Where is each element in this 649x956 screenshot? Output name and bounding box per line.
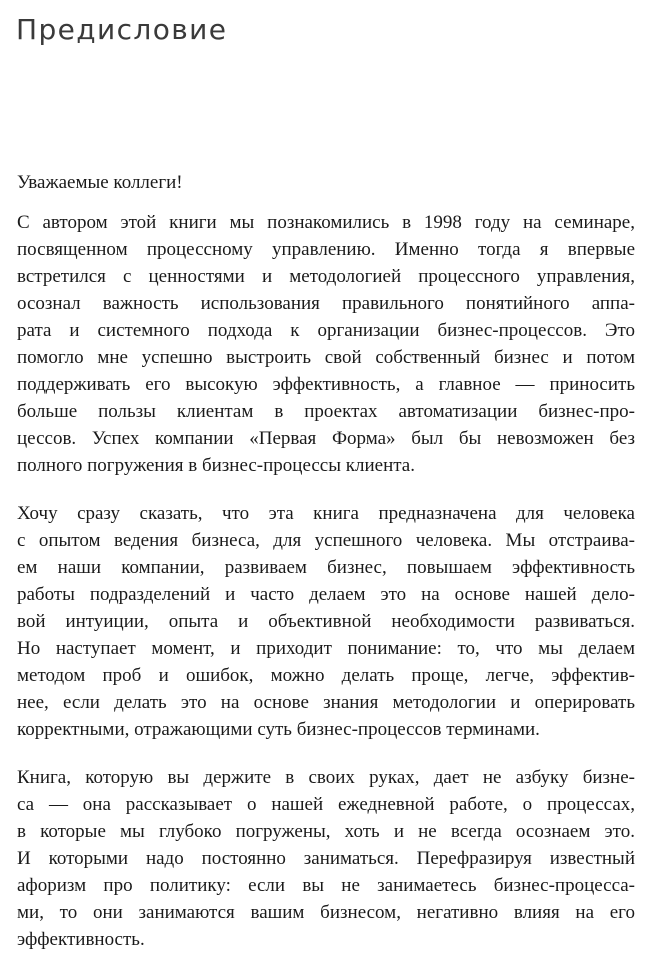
text-line: С автором этой книги мы познакомились в 1998 году на семинаре, [17, 212, 635, 233]
text-line: посвященном процессному управлению. Именно тогда я впервые [17, 239, 635, 260]
salutation-line: Уважаемые коллеги! [17, 172, 183, 193]
text-line: корректными, отражающими суть бизнес-процессов терминами. [17, 719, 540, 740]
text-line: И которыми надо постоянно заниматься. Перефразируя известный [17, 848, 635, 869]
preface-text [17, 169, 635, 953]
text-line: методом проб и ошибок, можно делать проще, легче, эффектив- [17, 665, 635, 686]
paragraph-2 [17, 500, 635, 743]
text-line: полного погружения в бизнес-процессы клиента. [17, 455, 415, 476]
text-line: Но наступает момент, и приходит понимание: то, что мы делаем [17, 638, 635, 659]
text-line: помогло мне успешно выстроить свой собственный бизнес и потом [17, 347, 635, 368]
text-line: са — она рассказывает о нашей ежедневной работе, о процессах, [17, 794, 635, 815]
salutation [17, 169, 635, 196]
text-line: поддерживать его высокую эффективность, а главное — приносить [17, 374, 635, 395]
text-line: Книга, которую вы держите в своих руках, дает не азбуку бизне- [17, 767, 635, 788]
text-line: работы подразделений и часто делаем это на основе нашей делo- [17, 584, 635, 605]
text-line: осознал важность использования правильного понятийного аппа- [17, 293, 635, 314]
text-line: ми, то они занимаются вашим бизнесом, негативно влияя на его [17, 902, 635, 923]
text-line: нее, если делать это на основе знания методологии и оперировать [17, 692, 635, 713]
text-line: рата и системного подхода к организации бизнес-процессов. Это [17, 320, 635, 341]
paragraph-3 [17, 764, 635, 953]
text-line: вой интуиции, опыта и объективной необходимости развиваться. [17, 611, 635, 632]
chapter-title: Предисловие [16, 13, 228, 46]
text-line: в которые мы глубоко погружены, хоть и не всегда осознаем это. [17, 821, 635, 842]
text-line: встретился с ценностями и методологией процессного управления, [17, 266, 635, 287]
text-line: с опытом ведения бизнеса, для успешного человека. Мы отстраива- [17, 530, 635, 551]
text-line: ем наши компании, развиваем бизнес, повышаем эффективность [17, 557, 635, 578]
text-line: эффективность. [17, 929, 145, 950]
paragraph-1 [17, 209, 635, 479]
text-line: афоризм про политику: если вы не занимаетесь бизнес-процесса- [17, 875, 635, 896]
text-line: Хочу сразу сказать, что эта книга предназначена для человека [17, 503, 635, 524]
text-line: цессов. Успех компании «Первая Форма» был бы невозможен без [17, 428, 635, 449]
text-line: больше пользы клиентам в проектах автоматизации бизнес-про- [17, 401, 635, 422]
